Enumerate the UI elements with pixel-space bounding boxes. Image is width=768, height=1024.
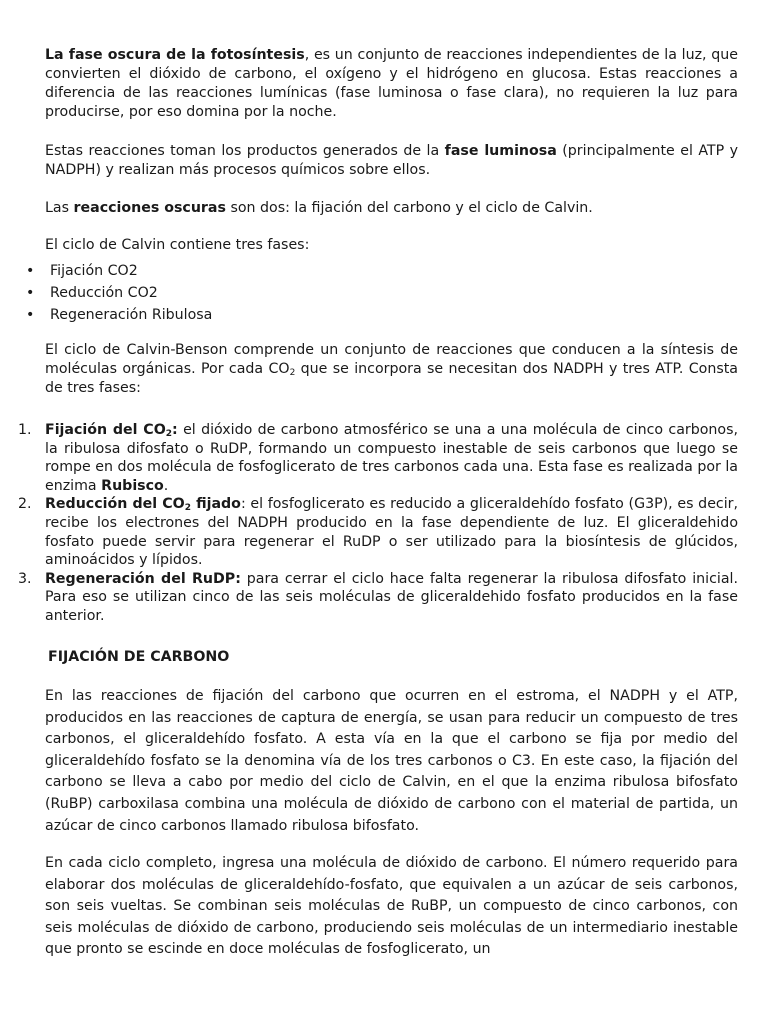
step-title-sub: 2 bbox=[184, 503, 191, 514]
step-title-text: Regeneración del RuDP bbox=[45, 570, 236, 587]
section-heading: FIJACIÓN DE CARBONO bbox=[48, 649, 230, 665]
steps-list bbox=[18, 421, 739, 626]
dark-after: son dos: la fijación del carbono y el ciclo de Calvin. bbox=[225, 200, 593, 216]
step-text: : el fosfoglicerato es reducido a gliceraldehído fosfato (G3P), es decir, recibe los electrones del NADPH producido en la fase dependiente de luz. El gliceraldehido fosfato puede servir para regenerar el RuDP o ser utilizado para la biosíntesis de glúcidos, aminoácidos y lípidos. bbox=[45, 496, 739, 569]
step-item bbox=[18, 421, 738, 495]
step-title-end: : bbox=[235, 570, 241, 587]
products-after: (principalmente el ATP y NADPH) y realizan más procesos químicos sobre ellos. bbox=[45, 143, 738, 178]
step-item bbox=[18, 570, 738, 626]
dark-bold: reacciones oscuras bbox=[73, 200, 226, 216]
benson-before: El ciclo de Calvin-Benson comprende un conjunto de reacciones que conducen a la síntesis de moléculas orgánicas. Por cada CO bbox=[45, 342, 738, 377]
calvin-intro: El ciclo de Calvin contiene tres fases: bbox=[45, 237, 310, 253]
list-item: • Reducción CO2 bbox=[22, 282, 212, 304]
products-bold: fase luminosa bbox=[444, 143, 557, 159]
step-title bbox=[45, 422, 178, 438]
step-title-text: Fijación del CO bbox=[45, 422, 166, 438]
step-number: 1. bbox=[18, 422, 32, 438]
step-title bbox=[45, 496, 241, 512]
benson-paragraph bbox=[45, 341, 738, 398]
list-item: • Regeneración Ribulosa bbox=[22, 304, 212, 326]
fixation-paragraph: En las reacciones de fijación del carbono que ocurren en el estroma, el NADPH y el ATP, producidos en las reacciones de captura de energía, se usan para reducir un compuesto de tres carbonos, el gliceraldehído fosfato. A esta vía en la que el carbono se fija por medio del gliceraldehído fosfato se la denomina vía de los tres carbonos o C3. En este caso, la fijación del carbono se lleva a cabo por medio del ciclo de Calvin, en el que la enzima ribulosa bifosfato (RuBP) carboxilasa combina una molécula de dióxido de carbono con el material de partida, un azúcar de cinco carbonos llamado ribulosa bifosfato. bbox=[45, 688, 738, 834]
phase-list bbox=[22, 260, 212, 326]
step-number: 3. bbox=[18, 570, 32, 587]
step-text: para cerrar el ciclo hace falta regenerar la ribulosa difosfato inicial. Para eso se utilizan cinco de las seis moléculas de gliceraldehido fosfato producidos en la fase anterior. bbox=[45, 570, 738, 624]
intro-lead-bold: La fase oscura de la fotosíntesis bbox=[45, 47, 305, 63]
step-bold-end: Rubisco bbox=[101, 477, 164, 494]
intro-paragraph bbox=[45, 46, 738, 122]
cycle-paragraph: En cada ciclo completo, ingresa una molécula de dióxido de carbono. El número requerido para elaborar dos moléculas de gliceraldehído-fosfato, que equivalen a un azúcar de seis carbonos, son seis vueltas. Se combinan seis moléculas de RuBP, un compuesto de cinco carbonos, con seis moléculas de dióxido de carbono, produciendo seis moléculas de un intermediario inestable que pronto se escinde en doce moléculas de fosfoglicerato, un bbox=[45, 855, 738, 958]
step-text: el dióxido de carbono atmosférico se una a una molécula de cinco carbonos, la ribulosa difosfato o RuDP, formando un compuesto inestable de seis carbonos que luego se rompe en dos molécula de fosfoglicerato de tres carbonos cada una. Esta fase es realizada por la enzima bbox=[45, 422, 738, 494]
benson-after: que se incorpora se necesitan dos NADPH y tres ATP. Consta de tres fases: bbox=[45, 361, 738, 396]
intro-lead-rest: , es un conjunto de reacciones independientes de la luz, que convierten el dióxido de carbono, el oxígeno y el hidrógeno en glucosa. Estas reacciones a diferencia de las reacciones lumínicas (fase luminosa o fase clara), no requieren la luz para producirse, por eso domina por la noche. bbox=[45, 47, 738, 120]
products-before: Estas reacciones toman los productos generados de la bbox=[45, 143, 445, 159]
list-item: • Fijación CO2 bbox=[22, 260, 212, 282]
step-title bbox=[45, 571, 241, 587]
step-title-text: Reducción del CO bbox=[45, 496, 185, 513]
step-title-end: : bbox=[172, 422, 178, 438]
benson-sub: 2 bbox=[289, 368, 296, 378]
products-paragraph bbox=[45, 142, 738, 180]
step-end: . bbox=[163, 477, 169, 494]
step-title-sub: 2 bbox=[165, 429, 173, 439]
step-item bbox=[18, 495, 739, 569]
dark-before: Las bbox=[45, 200, 74, 216]
step-number: 2. bbox=[18, 496, 32, 513]
dark-reactions-paragraph bbox=[45, 199, 738, 218]
step-title-end: fijado bbox=[190, 496, 241, 513]
